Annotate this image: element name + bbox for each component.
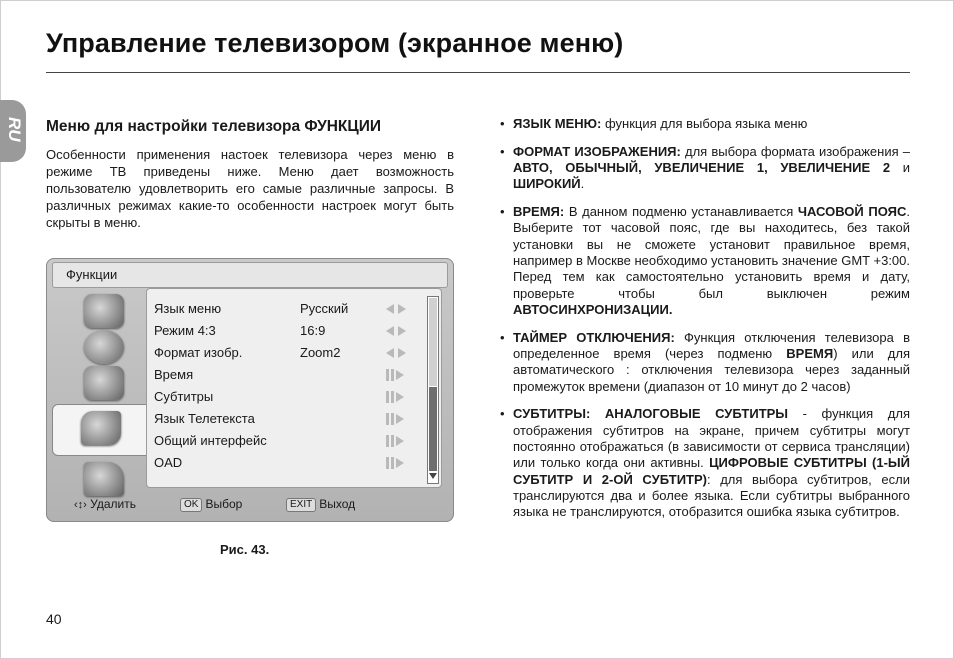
footer-select-hint bbox=[180, 497, 242, 512]
scroll-down-icon bbox=[429, 473, 437, 479]
enter-icon bbox=[386, 413, 404, 425]
tv-menu-title: Функции bbox=[66, 267, 118, 282]
menu-scrollbar bbox=[427, 296, 439, 484]
speaker-icon bbox=[60, 328, 148, 366]
bullet-image-format: • ФОРМАТ ИЗОБРАЖЕНИЯ: для выбора формата изображения – АВТО, ОБЫЧНЫЙ, УВЕЛИЧЕНИЕ 1, УВЕЛИЧЕНИЕ 2 и ШИРОКИЙ. bbox=[500, 143, 911, 192]
ok-key-icon: OK bbox=[180, 498, 202, 512]
bullet-text: : для выбора субтитров, если транслируются два и более языка. Если субтитры выбранного языка не транслируются, отобразится ошибка языка субтитров. bbox=[513, 471, 910, 520]
footer-select-label: Выбор bbox=[205, 497, 243, 511]
footer-delete-hint bbox=[74, 497, 136, 511]
bullet-bold-text: ВРЕМЯ bbox=[786, 346, 834, 362]
lock-icon bbox=[60, 460, 148, 498]
bullet-term: СУБТИТРЫ: АНАЛОГОВЫЕ СУБТИТРЫ bbox=[513, 406, 789, 422]
title-divider bbox=[46, 72, 910, 73]
enter-icon bbox=[386, 391, 404, 403]
footer-delete-label: Удалить bbox=[90, 497, 136, 511]
left-right-arrows-icon bbox=[386, 326, 410, 336]
menu-row-value: 16:9 bbox=[300, 323, 326, 338]
tv-menu-header bbox=[52, 262, 448, 288]
bullet-bold-text: ШИРОКИЙ bbox=[513, 176, 581, 192]
tv-menu-screenshot bbox=[46, 258, 454, 522]
menu-row-language bbox=[154, 298, 436, 320]
bullet-term: ВРЕМЯ: bbox=[513, 204, 565, 220]
bullet-term: ТАЙМЕР ОТКЛЮЧЕНИЯ: bbox=[513, 329, 675, 345]
menu-row-value: Русский bbox=[300, 301, 349, 316]
menu-row-time bbox=[154, 364, 436, 386]
tv-menu-category-icons bbox=[52, 290, 152, 490]
bullet-text: и bbox=[890, 160, 911, 176]
bullet-text: . Выберите тот часовой пояс, где вы находитесь, без такой установки вы не сможете установит правильное время, например в Москве необходимо установить значение GMT +3:00. Перед тем как самостоятельно установить время и дату, проверьте чтобы был выключен режим bbox=[513, 204, 910, 301]
bullet-subtitles: • СУБТИТРЫ: АНАЛОГОВЫЕ СУБТИТРЫ - функция для отображения субтитров на экране, причем субтитры могут постоянно отображаться (в зависимости от сервиса трансляции) или только когда они активны. ЦИФРОВЫЕ СУБТИТРЫ (1-ЫЙ СУБТИТР И 2-ОЙ СУБТИТР): для выбора субтитров, если транслируются два и более языка. Если субтитры выбранного языка не транслируются, отобразится ошибка языка субтитров. bbox=[500, 406, 910, 520]
bullet-text: . bbox=[580, 176, 585, 192]
enter-icon bbox=[386, 369, 404, 381]
bullet-term: ФОРМАТ ИЗОБРАЖЕНИЯ: bbox=[513, 143, 681, 159]
menu-row-teletext-language bbox=[154, 408, 436, 430]
bullet-text: функция для выбора языка меню bbox=[601, 116, 808, 131]
page-title: Управление телевизором (экранное меню) bbox=[46, 28, 624, 58]
bullet-text: Функция отключения телевизора в определенное время (через подменю bbox=[513, 329, 910, 362]
menu-row-label: Субтитры bbox=[154, 389, 214, 404]
language-tab bbox=[0, 100, 26, 162]
menu-row-label: Формат изобр. bbox=[154, 345, 243, 360]
left-right-arrows-icon bbox=[386, 348, 410, 358]
footer-exit-label: Выход bbox=[319, 497, 356, 511]
exit-key-icon: EXIT bbox=[286, 498, 316, 512]
feature-descriptions bbox=[500, 116, 910, 532]
menu-row-label: Общий интерфейс bbox=[154, 433, 267, 448]
tv-menu-footer bbox=[52, 494, 446, 516]
bullet-text: ) или для автоматического : отключения телевизора через заданный промежуток времени (диапазон от 10 минут до 2 часов) bbox=[513, 346, 911, 394]
bullet-sleep-timer: • ТАЙМЕР ОТКЛЮЧЕНИЯ: Функция отключения телевизора в определенное время (через подменю ВРЕМЯ) или для автоматического : отключения телевизора через заданный промежуток времени (диапазон от 10 минут до 2 часов) bbox=[500, 329, 911, 394]
enter-icon bbox=[386, 457, 404, 469]
left-right-arrows-icon bbox=[386, 304, 410, 314]
bullet-text: - функция для отображения субтитров на экране, причем субтитры могут постоянно отображаться (в зависимости от сервиса трансляции) или только когда они активны. bbox=[513, 406, 910, 471]
menu-row-mode-43 bbox=[154, 320, 436, 342]
bullet-bold-text: ЦИФРОВЫЕ СУБТИТРЫ (1-ЫЙ СУБТИТР И 2-ОЙ СУБТИТР) bbox=[513, 455, 910, 487]
language-tab-label: RU bbox=[5, 117, 24, 142]
menu-row-oad bbox=[154, 452, 436, 474]
bullet-term: ЯЗЫК МЕНЮ: bbox=[513, 116, 602, 131]
bullet-bold-text: ЧАСОВОЙ ПОЯС bbox=[797, 204, 907, 220]
enter-icon bbox=[386, 435, 404, 447]
tv-menu-panel bbox=[146, 288, 442, 488]
page-number: 40 bbox=[46, 611, 62, 627]
menu-row-label: Режим 4:3 bbox=[154, 323, 216, 338]
section-heading: Меню для настройки телевизора ФУНКЦИИ bbox=[46, 118, 381, 135]
menu-row-image-format bbox=[154, 342, 436, 364]
menu-row-subtitles bbox=[154, 386, 436, 408]
intro-paragraph: Особенности применения настоек телевизора через меню в режиме ТВ приведены ниже. Меню дает возможность пользователю удовлетворить его самые различные запросы. В различных режимах какие-то особенности настроек могут быть скрыты в меню. bbox=[46, 147, 454, 230]
footer-exit-hint bbox=[286, 497, 355, 512]
tools-icon bbox=[52, 404, 158, 456]
picture-icon bbox=[60, 364, 148, 402]
bullet-time: • ВРЕМЯ: В данном подменю устанавливается ЧАСОВОЙ ПОЯС. Выберите тот часовой пояс, где вы находитесь, без такой установки вы не сможете установит правильное время, например в Москве необходимо установить значение GMT +3:00. Перед тем как самостоятельно установить время и дату, проверьте чтобы был выключен режим АВТОСИНХРОНИЗАЦИИ. bbox=[500, 204, 910, 317]
figure-caption: Рис. 43. bbox=[220, 542, 270, 557]
bullet-text: для выбора формата изображения – bbox=[680, 143, 910, 159]
navigate-arrows-icon: ‹↕› bbox=[74, 499, 87, 511]
bullet-text: В данном подменю устанавливается bbox=[564, 204, 798, 220]
menu-row-value: Zoom2 bbox=[300, 345, 341, 360]
bullet-bold-text: АВТО, ОБЫЧНЫЙ, УВЕЛИЧЕНИЕ 1, УВЕЛИЧЕНИЕ 2 bbox=[513, 160, 891, 176]
tv-icon bbox=[60, 292, 148, 330]
menu-row-common-interface bbox=[154, 430, 436, 452]
menu-row-label: OAD bbox=[154, 455, 183, 470]
bullet-menu-language: • ЯЗЫК МЕНЮ: функция для выбора языка меню bbox=[500, 116, 808, 131]
menu-row-label: Время bbox=[154, 367, 194, 382]
menu-row-label: Язык Телетекста bbox=[154, 411, 255, 426]
menu-row-label: Язык меню bbox=[154, 301, 222, 316]
bullet-bold-text: АВТОСИНХРОНИЗАЦИИ. bbox=[513, 301, 673, 317]
